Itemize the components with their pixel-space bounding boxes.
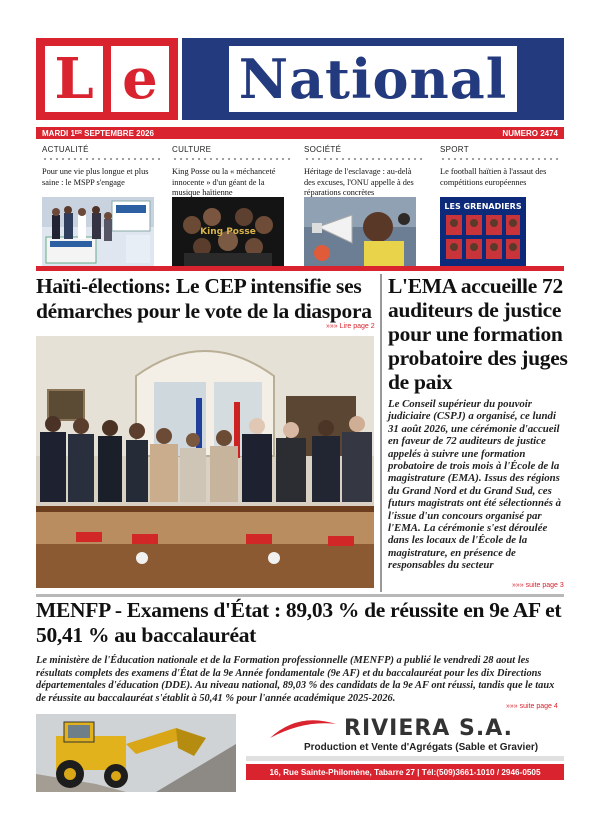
rubric-title: CULTURE bbox=[172, 145, 212, 154]
logo-national-text: National bbox=[229, 46, 518, 112]
ad-loader-photo bbox=[36, 714, 236, 792]
dotted-divider bbox=[42, 156, 160, 162]
side-headline[interactable]: L'EMA accueille 72 auditeurs de justice pour une formation probatoire des juges de paix bbox=[388, 274, 568, 394]
ad-divider bbox=[246, 756, 564, 761]
rubric-sport[interactable] bbox=[440, 145, 558, 211]
bottom-story-lead: Le ministère de l'Éducation nationale et de la Formation professionnelle (MENFP) a publié le vendredi 28 aout les résultats complets des examens d'État de la 9e Année fondamentale (9e AF) et du baccalauréat pour les dix Directions départementales d'éducation (DDE). Au niveau national, 89,03 % des candidats de la 9e AF ont réussi, tandis que le taux de réussite au baccalauréat s'établit à 50,41 % pour l'année académique 2025-2026. bbox=[36, 655, 555, 704]
dotted-divider bbox=[440, 156, 558, 162]
rubric-title: SOCIÉTÉ bbox=[304, 145, 342, 154]
rubric-teaser[interactable]: Héritage de l'esclavage : au-delà des excuses, l'ONU appelle à des réparations concrètes bbox=[304, 167, 414, 197]
logo-letter-e: e bbox=[111, 46, 169, 112]
side-read-more-link[interactable]: »»» suite page 3 bbox=[512, 582, 564, 589]
rubric-photo[interactable] bbox=[42, 197, 154, 267]
rubric-photo[interactable] bbox=[304, 197, 416, 267]
logo-le-block bbox=[36, 38, 178, 120]
bottom-headline[interactable]: MENFP - Examens d'État : 89,03 % de réussite en 9e AF et 50,41 % au baccalauréat bbox=[36, 598, 562, 647]
bottom-read-more-link[interactable]: »»» suite page 4 bbox=[506, 703, 558, 710]
rubric-title: SPORT bbox=[440, 145, 469, 154]
masthead-logo bbox=[36, 38, 564, 120]
main-story-photo[interactable] bbox=[36, 336, 374, 588]
main-headline[interactable]: Haïti-élections: Le CEP intensifie ses démarches pour le vote de la diaspora bbox=[36, 274, 372, 323]
issue-date: MARDI 1ᴱᴿ SEPTEMBRE 2026 bbox=[42, 128, 154, 138]
dotted-divider bbox=[172, 156, 290, 162]
column-divider bbox=[380, 274, 382, 592]
dateline-bar bbox=[36, 127, 564, 139]
side-story-lead: Le Conseil supérieur du pouvoir judiciaire (CSPJ) a organisé, ce lundi 31 août 2026, une cérémonie d'accueil en faveur de 72 auditeurs de justice appelés à suivre une formation probatoire de trois mois à l'École de la magistrature (EMA). Issus des régions du Grand Nord et du Grand Sud, ces futurs magistrats ont été sélectionnés à l'issue d'un concours organisé par l'EMA. La cérémonie s'est déroulée dans les locaux de l'École de la magistrature, en présence de responsables du secteur bbox=[388, 398, 562, 572]
riviera-swoosh-icon bbox=[268, 716, 338, 740]
logo-letter-l: L bbox=[45, 46, 103, 112]
king-posse-caption: King Posse bbox=[200, 227, 256, 237]
issue-number: NUMERO 2474 bbox=[502, 128, 558, 138]
rubric-actualite[interactable] bbox=[42, 145, 160, 193]
rubric-societe[interactable] bbox=[304, 145, 422, 197]
main-read-more-link[interactable]: »»» Lire page 2 bbox=[326, 323, 375, 330]
ad-tagline: Production et Vente d'Agrégats (Sable et Gravier) bbox=[304, 742, 539, 753]
grenadiers-caption: LES GRENADIERS bbox=[444, 202, 522, 211]
dotted-divider bbox=[304, 156, 422, 162]
rubric-teaser[interactable]: Pour une vie plus longue et plus saine : le MSPP s'engage bbox=[42, 167, 149, 187]
logo-national-block bbox=[182, 38, 564, 120]
ad-company-name: RIVIERA S.A. bbox=[344, 716, 513, 741]
section-divider-red bbox=[36, 266, 564, 271]
ad-contact-bar: 16, Rue Sainte-Philomène, Tabarre 27 | Tél:(509)3661-1010 / 2946-0505 bbox=[246, 764, 564, 780]
rubric-culture[interactable] bbox=[172, 145, 290, 237]
section-divider-gray bbox=[36, 594, 564, 597]
rubric-photo[interactable] bbox=[172, 197, 284, 267]
rubric-title: ACTUALITÉ bbox=[42, 145, 89, 154]
riviera-advertisement[interactable] bbox=[36, 712, 564, 794]
rubric-teaser[interactable]: Le football haïtien à l'assaut des compétitions européennes bbox=[440, 167, 547, 187]
rubric-teaser[interactable]: King Posse ou la « méchanceté innocente » d'un géant de la musique haïtienne bbox=[172, 167, 276, 197]
rubric-photo[interactable] bbox=[440, 197, 526, 267]
